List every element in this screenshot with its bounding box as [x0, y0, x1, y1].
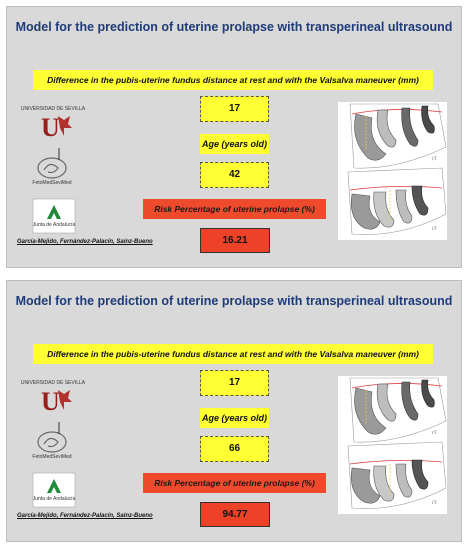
- panel-title: Model for the prediction of uterine prolapse with transperineal ultrasound: [15, 294, 453, 308]
- fetomed-logo: [32, 418, 74, 460]
- svg-text:rT: rT: [432, 227, 437, 232]
- authors-text: García-Mejido, Fernández-Palacín, Sainz-Bueno: [17, 513, 153, 519]
- diagram-rest: [350, 104, 446, 168]
- risk-label: Risk Percentage of uterine prolapse (%): [143, 199, 326, 219]
- risk-label: Risk Percentage of uterine prolapse (%): [143, 473, 326, 493]
- distance-value-field[interactable]: 17: [200, 370, 269, 396]
- diagram-valsalva: [348, 442, 446, 509]
- age-value-field[interactable]: 66: [200, 436, 269, 462]
- ultrasound-diagram: [338, 376, 447, 514]
- prediction-panel-1: [6, 6, 462, 268]
- risk-result-value: 94.77: [200, 502, 270, 527]
- ultrasound-diagram: [338, 102, 447, 240]
- age-value-field[interactable]: 42: [200, 162, 269, 188]
- junta-andalucia-logo: [33, 473, 75, 507]
- university-seville-logo: [20, 378, 86, 416]
- university-seville-logo-name: UNIVERSIDAD DE SEVILLA: [20, 106, 86, 112]
- distance-value-field[interactable]: 17: [200, 96, 269, 122]
- svg-text:U: U: [41, 387, 60, 416]
- junta-andalucia-logo-name: Junta de Andalucía: [32, 496, 76, 502]
- svg-text:rT: rT: [432, 431, 437, 436]
- diagram-valsalva: [348, 168, 446, 235]
- university-seville-logo: [20, 104, 86, 142]
- prediction-panel-2: [6, 280, 462, 542]
- university-seville-logo-name: UNIVERSIDAD DE SEVILLA: [20, 380, 86, 386]
- fetomed-logo-name: FetoMedSeviMed: [32, 454, 72, 460]
- risk-result-value: 16.21: [200, 228, 270, 253]
- age-label: Age (years old): [200, 408, 269, 428]
- junta-andalucia-logo-name: Junta de Andalucía: [32, 222, 76, 228]
- panel-title: Model for the prediction of uterine prolapse with transperineal ultrasound: [15, 20, 453, 34]
- fetomed-logo-name: FetoMedSeviMed: [32, 180, 72, 186]
- svg-text:rT: rT: [432, 157, 437, 162]
- authors-text: García-Mejido, Fernández-Palacín, Sainz-Bueno: [17, 239, 153, 245]
- fetomed-logo: [32, 144, 74, 186]
- age-label: Age (years old): [200, 134, 269, 154]
- svg-text:U: U: [41, 113, 60, 142]
- junta-andalucia-logo: [33, 199, 75, 233]
- distance-label-banner: Difference in the pubis-uterine fundus distance at rest and with the Valsalva maneuver (mm): [33, 70, 433, 90]
- diagram-rest: [350, 378, 446, 442]
- svg-text:rT: rT: [432, 501, 437, 506]
- distance-label-banner: Difference in the pubis-uterine fundus distance at rest and with the Valsalva maneuver (mm): [33, 344, 433, 364]
